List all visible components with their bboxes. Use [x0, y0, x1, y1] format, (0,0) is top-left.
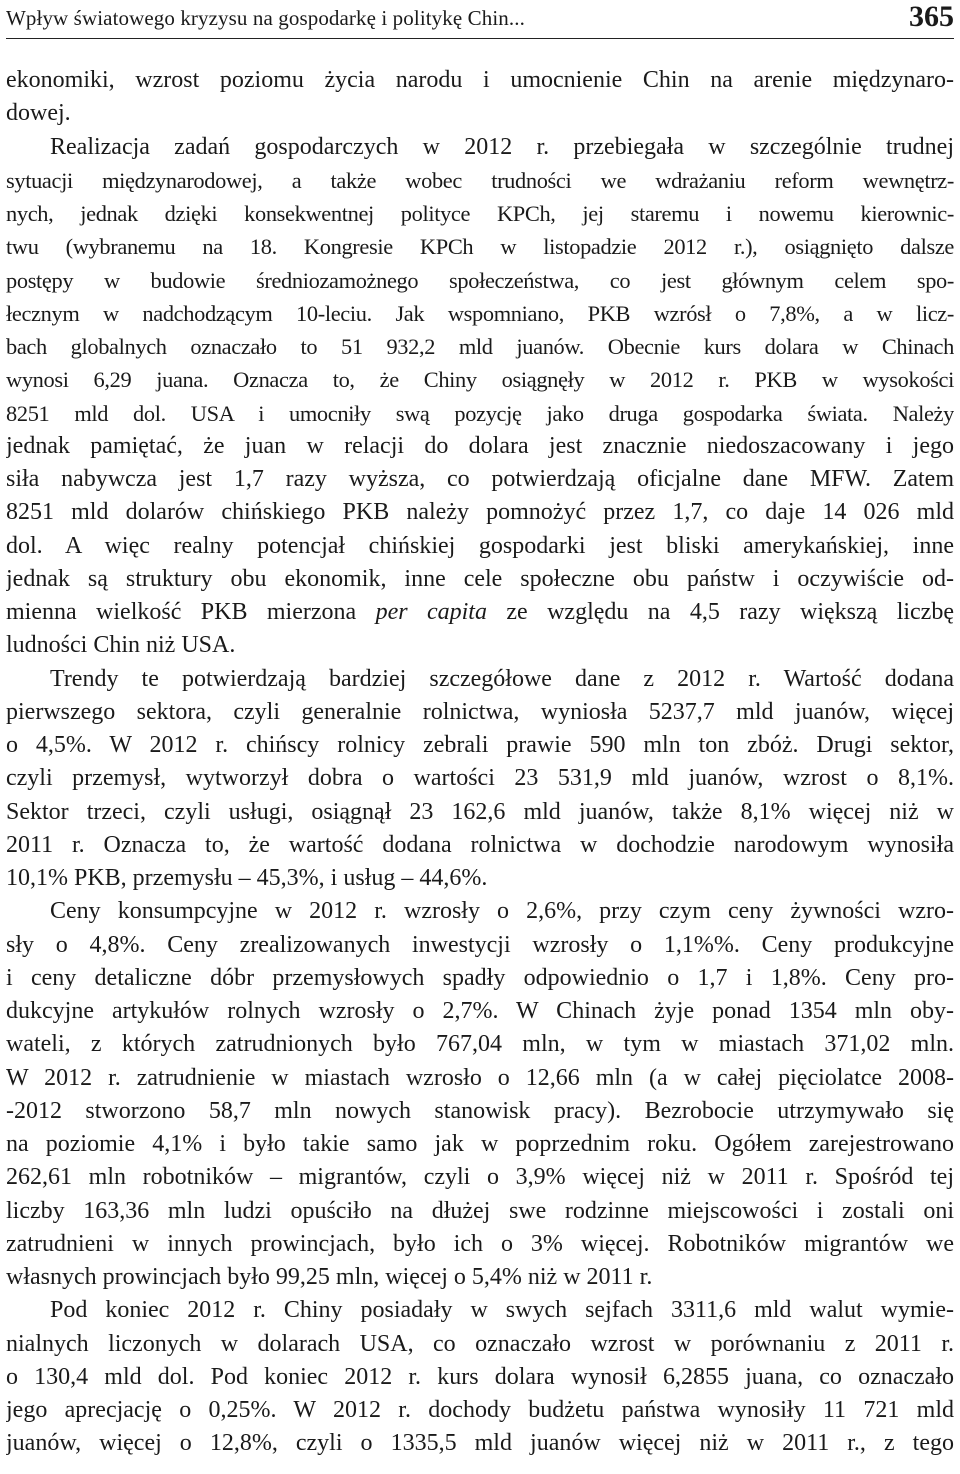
text-line: Pod koniec 2012 r. Chiny posiadały w swych sejfach 3311,6 mld walut wymie-: [50, 1297, 954, 1324]
text-line: siła nabywcza jest 1,7 razy wyższa, co potwierdzają oficjalne dane MFW. Zatem: [6, 466, 954, 492]
text-segment: ze względu na 4,5 razy większą liczbę: [486, 599, 954, 625]
text-line: łecznym w nadchodzącym 10-leciu. Jak wspomniano, PKB wzrósł o 7,8%, a w licz-: [6, 300, 954, 326]
text-segment: mienna wielkość PKB mierzona: [6, 599, 376, 625]
text-line: twu (wybranemu na 18. Kongresie KPCh w listopadzie 2012 r.), osiągnięto dalsze: [6, 234, 954, 260]
text-line: sły o 4,8%. Ceny zrealizowanych inwestycji wzrosły o 1,1%%. Ceny produkcyjne: [6, 931, 954, 958]
text-line: 8251 mld dol. USA i umocniły swą pozycję jako druga gospodarka świata. Należy: [6, 400, 954, 426]
text-line: dol. A więc realny potencjał chińskiej gospodarki jest bliski amerykańskiej, inne: [6, 532, 954, 559]
text-line: dukcyjne artykułów rolnych wzrosły o 2,7%. W Chinach żyje ponad 1354 mln oby-: [6, 998, 954, 1024]
text-line: czyli przemysł, wytworzył dobra o wartości 23 531,9 mld juanów, wzrost o 8,1%.: [6, 765, 954, 792]
text-line: ludności Chin niż USA.: [6, 632, 236, 659]
text-line: o 4,5%. W 2012 r. chińscy rolnicy zebrali prawie 590 mln ton zbóż. Drugi sektor,: [6, 732, 954, 758]
text-line: dowej.: [6, 100, 71, 127]
text-line: nych, jednak dzięki konsekwentnej polityce KPCh, jej staremu i nowemu kierownic-: [6, 201, 954, 226]
text-line: własnych prowincjach było 99,25 mln, więcej o 5,4% niż w 2011 r.: [6, 1264, 653, 1290]
running-header: [6, 0, 954, 39]
italic-phrase: per capita: [375, 599, 487, 625]
text-line: 262,61 mln robotników – migrantów, czyli o 3,9% więcej niż w 2011 r. Spośród tej: [6, 1164, 954, 1191]
text-line: Realizacja zadań gospodarczych w 2012 r. przebiegała w szczególnie trudnej: [50, 133, 954, 160]
text-line: wynosi 6,29 juana. Oznacza to, że Chiny osiągnęły w 2012 r. PKB w wysokości: [6, 367, 954, 393]
text-line: i ceny detaliczne dóbr przemysłowych spadły odpowiednio o 1,7 i 1,8%. Ceny pro-: [6, 964, 954, 991]
text-line: -2012 stworzono 58,7 mln nowych stanowisk pracy). Bezrobocie utrzymywało się: [6, 1097, 954, 1124]
text-line: ekonomiki, wzrost poziomu życia narodu i umocnienie Chin na arenie międzynaro-: [6, 67, 954, 93]
text-line: 10,1% PKB, przemysłu – 45,3%, i usług – 44,6%.: [6, 865, 488, 891]
text-line: o 130,4 mld dol. Pod koniec 2012 r. kurs dolara wynosił 6,2855 juana, co oznaczało: [6, 1363, 954, 1390]
text-line: Trendy te potwierdzają bardziej szczegółowe dane z 2012 r. Wartość dodana: [50, 665, 954, 692]
text-line: 2011 r. Oznacza to, że wartość dodana rolnictwa w dochodzie narodowym wynosiła: [6, 831, 954, 858]
text-line: jednak pamiętać, że juan w relacji do dolara jest znacznie niedoszacowany i jego: [6, 432, 954, 459]
text-line: postępy w budowie średniozamożnego społeczeństwa, co jest głównym celem spo-: [6, 267, 954, 293]
document-page: [6, 0, 954, 1474]
text-line: [6, 596, 954, 629]
text-line: W 2012 r. zatrudnienie w miastach wzrosło o 12,66 mln (a w całej pięciolatce 2008-: [6, 1064, 954, 1091]
text-line: Sektor trzeci, czyli usługi, osiągnął 23 162,6 mld juanów, także 8,1% więcej niż w: [6, 798, 954, 825]
text-line: bach globalnych oznaczało to 51 932,2 mld juanów. Obecnie kurs dolara w Chinach: [6, 334, 954, 359]
text-line: jego aprecjację o 0,25%. W 2012 r. dochody budżetu państwa wynosiły 11 721 mld: [6, 1397, 954, 1423]
text-line: jednak są struktury obu ekonomik, inne cele społeczne obu państw i oczywiście od-: [6, 565, 954, 592]
page-number: 365: [909, 0, 954, 33]
text-line: na poziomie 4,1% i było takie samo jak w poprzednim roku. Ogółem zarejestrowano: [6, 1131, 954, 1157]
body-text: [6, 64, 954, 1461]
text-line: pierwszego sektora, czyli generalnie rolnictwa, wyniosła 5237,7 mld juanów, więcej: [6, 698, 954, 725]
text-line: sytuacji międzynarodowej, a także wobec trudności we wdrażaniu reform wewnętrz-: [6, 167, 954, 193]
text-line: wateli, z których zatrudnionych było 767,04 mln, w tym w miastach 371,02 mln.: [6, 1031, 954, 1058]
text-line: Ceny konsumpcyjne w 2012 r. wzrosły o 2,6%, przy czym ceny żywności wzro-: [50, 898, 954, 925]
running-title: Wpływ światowego kryzysu na gospodarkę i politykę Chin...: [6, 6, 525, 30]
text-line: zatrudnieni w innych prowincjach, było ich o 3% więcej. Robotników migrantów we: [6, 1230, 954, 1257]
text-line: liczby 163,36 mln ludzi opuściło na dłużej swe rodzinne miejscowości i zostali oni: [6, 1197, 954, 1224]
text-line: juanów, więcej o 12,8%, czyli o 1335,5 mld juanów więcej niż w 2011 r., z tego: [6, 1430, 954, 1457]
text-line: nialnych liczonych w dolarach USA, co oznaczało wzrost w porównaniu z 2011 r.: [6, 1330, 954, 1357]
text-line: 8251 mld dolarów chińskiego PKB należy pomnożyć przez 1,7, co daje 14 026 mld: [6, 499, 954, 526]
